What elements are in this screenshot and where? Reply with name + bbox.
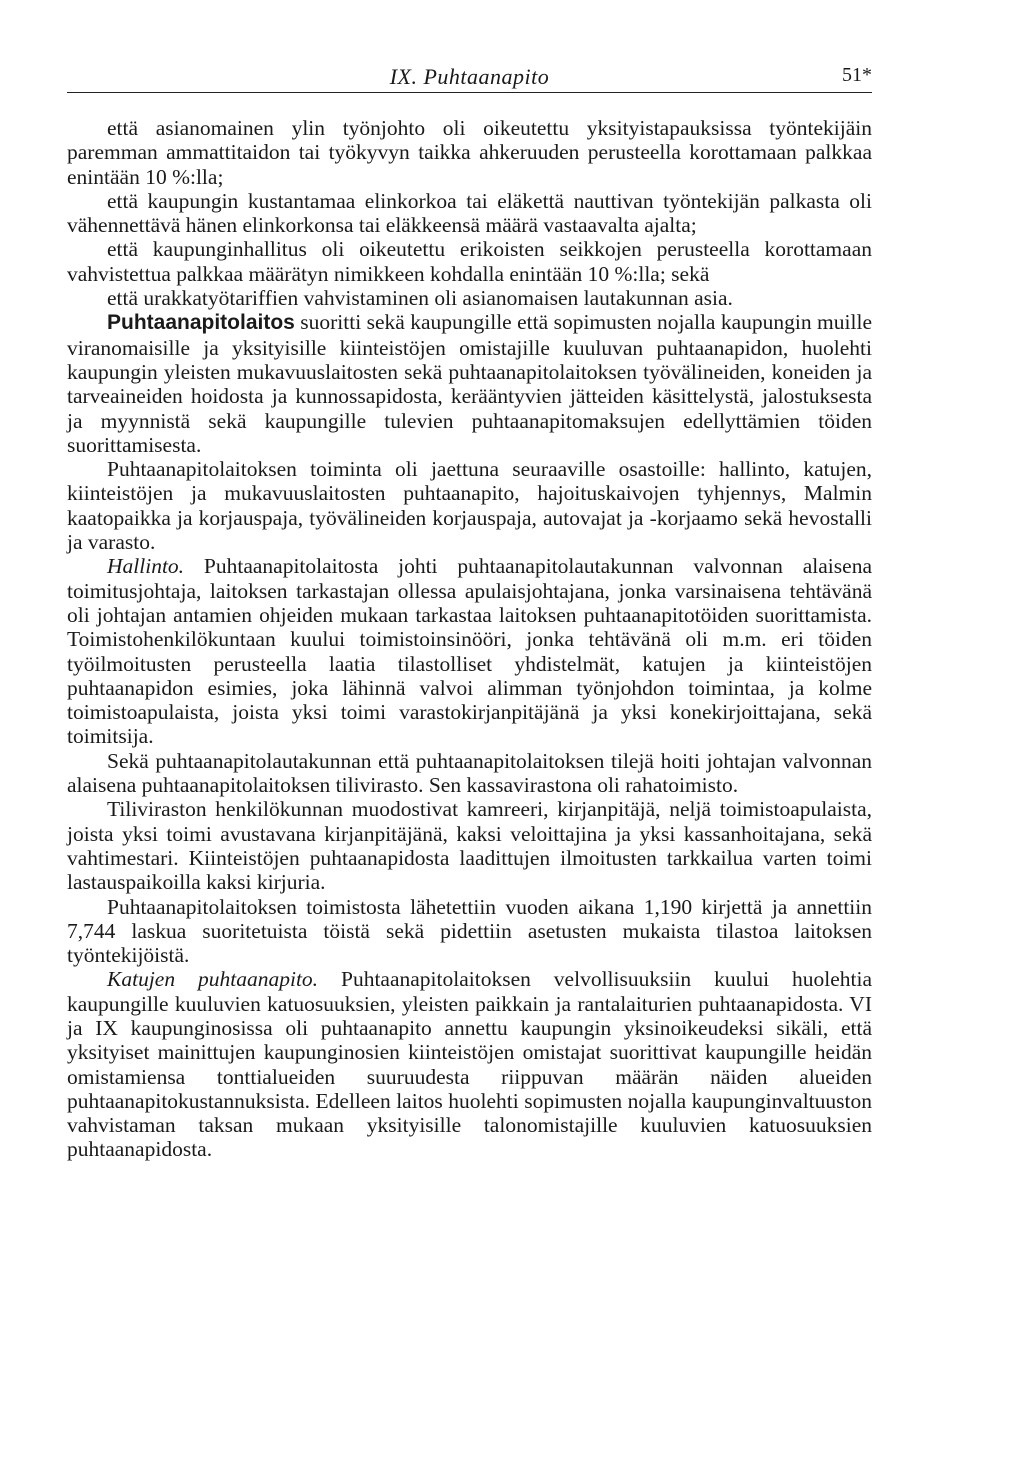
paragraph bbox=[67, 310, 872, 457]
paragraph-text: Puhtaanapitolaitoksen toiminta oli jaettuna seuraaville osastoille: hallinto, katujen, kiinteistöjen ja mukavuuslaitosten puhtaanapito, hajoituskaivojen tyhjennys, Malmin kaatopaikka ja korjauspaja, työvälineiden korjauspaja, autovajat ja -korjaamo sekä hevostalli ja varasto. bbox=[67, 457, 872, 555]
paragraph-text: Puhtaanapitolaitoksen toimistosta lähetettiin vuoden aikana 1,190 kirjettä ja annettiin 7,744 laskua suoritetuista töistä sekä pidettiin asetusten mukaista tilastoa laitoksen työntekijöistä. bbox=[67, 894, 872, 968]
running-header bbox=[67, 62, 872, 93]
run-in-heading: Katujen puhtaanapito. bbox=[107, 967, 319, 992]
paragraph-text: Tiliviraston henkilökunnan muodostivat kamreeri, kirjanpitäjä, neljä toimistoapulaista, joista yksi toimi avustavana kirjanpitäjänä, kaksi veloittajina ja yksi kassanhoitajana, sekä vahtimestari. Kiinteistöjen puhtaanapidosta laadittujen ilmoitusten tarkkailua varten toimi lastauspaikoilla kaksi kirjuria. bbox=[67, 797, 872, 895]
paragraph-text: Puhtaanapitolaitosta johti puhtaanapitolautakunnan valvonnan alaisena toimitusjohtaja, laitoksen tarkastajan ollessa apulaisjohtajana, jonka varsinaisena tehtävänä oli johtajan antamien ohjeiden mukaan tarkastaa laitoksen puhtaanapitotöiden suorittamista. Toimistohenkilökuntaan kuului toimistoinsinööri, jonka tehtävänä oli m.m. eri töiden työilmoitusten perusteella laatia tilastolliset yhdistelmät, katujen ja kiinteistöjen puhtaanapidon esimies, joka lähinnä valvoi alimman työnjohdon toimintaa, ja kolme toimistoapulaista, joista yksi toimi varastokirjanpitäjänä ja yksi konekirjoittajana, sekä toimitsija. bbox=[67, 554, 872, 749]
paragraph-text: suoritti sekä kaupungille että sopimusten nojalla kaupungin muille viranomaisille ja yksityisille kiinteistöjen omistajille kuuluvan puhtaanapidon, huolehti kaupungin yleisten mukavuuslaitosten sekä puhtaanapitolaitoksen työvälineiden, koneiden ja tarveaineiden hoidosta ja kunnossapidosta, kerääntyvien jätteiden käsittelystä, jalostuksesta ja myynnistä sekä kaupungille tulevien puhtaanapitomaksujen edellyttämien töiden suorittamisesta. bbox=[67, 310, 872, 457]
paragraph bbox=[67, 286, 872, 310]
paragraph bbox=[67, 457, 872, 554]
paragraph bbox=[67, 554, 872, 748]
paragraph bbox=[67, 749, 872, 798]
paragraph-text: että kaupunginhallitus oli oikeutettu erikoisten seikkojen perusteella korottamaan vahvistettua palkkaa määrätyn nimikkeen kohdalla enintään 10 %:lla; sekä bbox=[67, 237, 872, 286]
paragraph bbox=[67, 237, 872, 286]
paragraph bbox=[67, 116, 872, 189]
paragraph bbox=[67, 895, 872, 968]
paragraph-text: Sekä puhtaanapitolautakunnan että puhtaanapitolaitoksen tilejä hoiti johtajan valvonnan alaisena puhtaanapitolaitoksen tilivirasto. Sen kassavirastona oli rahatoimisto. bbox=[67, 748, 872, 798]
paragraph-text: että asianomainen ylin työnjohto oli oikeutettu yksityistapauksissa työntekijäin paremman ammattitaidon tai työkyvyn taikka ahkeruuden perusteella korottamaan palkkaa enintään 10 %:lla; bbox=[67, 116, 872, 189]
run-in-heading: Hallinto. bbox=[107, 554, 185, 579]
run-in-heading: Puhtaanapitolaitos bbox=[107, 311, 295, 335]
paragraph-text: Puhtaanapitolaitoksen velvollisuuksiin kuului huolehtia kaupungille kuuluvien katuosuuksien, yleisten paikkain ja rantalaiturien puhtaanapidosta. VI ja IX kaupunginosissa oli puhtaanapito annettu kaupungin yksinoikeudeksi sikäli, että yksityiset mainittujen kaupunginosien kiinteistöjen omistajat suorittivat kaupungille heidän omistamiensa tonttialueiden suuruudesta riippuvan määrän näiden alueiden puhtaanapitokustannuksista. Edelleen laitos huolehti sopimusten nojalla kaupunginvaltuuston vahvistaman taksan mukaan yksityisille talonomistajille kuuluvien katuosuuksien puhtaanapidosta. bbox=[67, 967, 872, 1162]
chapter-title: IX. Puhtaanapito bbox=[389, 64, 550, 89]
paragraph-text: että kaupungin kustantamaa elinkorkoa tai eläkettä nauttivan työntekijän palkasta oli vähennettävä hänen elinkorkonsa tai eläkkeensä määrä vastaavalta ajalta; bbox=[67, 188, 872, 238]
page-number: 51* bbox=[842, 64, 872, 86]
paragraph bbox=[67, 967, 872, 1161]
body-text bbox=[67, 116, 872, 1162]
paragraph bbox=[67, 797, 872, 894]
paragraph bbox=[67, 189, 872, 238]
paragraph-text: että urakkatyötariffien vahvistaminen oli asianomaisen lautakunnan asia. bbox=[107, 286, 733, 311]
